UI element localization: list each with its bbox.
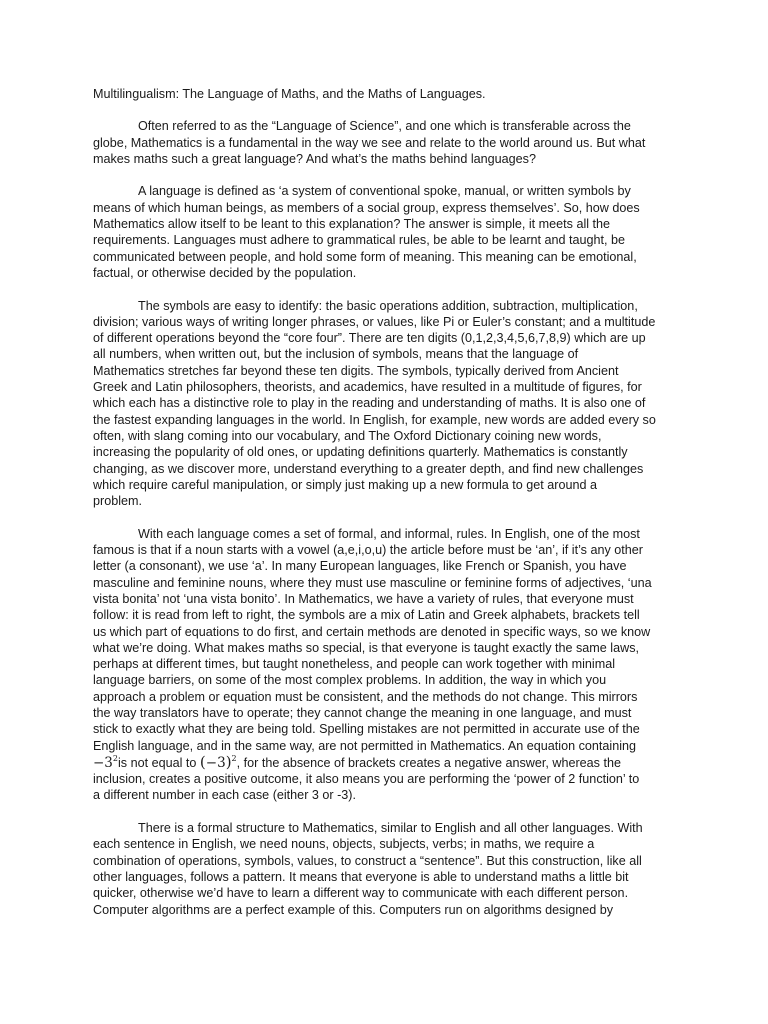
text-line: means of which human beings, as members of a social group, express themselves’. So, how does [93,200,640,215]
text-line: Mathematics stretches far beyond these ten digits. The symbols, typically derived from Ancient [93,363,619,378]
text-line: letter (a consonant), we use ‘a’. In many European languages, like French or Spanish, you have [93,559,627,574]
math-expression-bracketed-power: $(-3)^2$ [199,752,237,771]
text-line: A language is defined as ‘a system of conventional spoke, manual, or written symbols by [138,184,631,199]
text-line: vista bonita’ not ‘una vista bonito’. In Mathematics, we have a variety of rules, that everyone must [93,591,634,606]
text-line: a different number in each case (either 3 or -3). [93,788,356,803]
text-line: perhaps at different times, but taught nonetheless, and people can work together with minimal [93,657,616,672]
math-expression-negative-power: $-3^2$ [93,753,118,771]
text-line: us which part of equations to do first, and certain methods are denoted in specific ways, so we know [93,624,651,639]
math-text-line: $-3^2is$ not equal to $(-3)^2$, for the absence of brackets creates a negative answer, whereas the [93,752,621,771]
text-line: the way translators have to operate; they cannot change the meaning in one language, and must [93,705,632,720]
text-line: There is a formal structure to Mathematics, similar to English and all other languages. With [138,821,643,836]
text-line: which require careful manipulation, or simply just making up a new formula to get around a [93,477,598,492]
text-line: The symbols are easy to identify: the basic operations addition, subtraction, multiplication, [138,298,638,313]
paragraph-symbols [93,298,673,510]
text-line: With each language comes a set of formal, and informal, rules. In English, one of the most [138,526,640,541]
text-line: which each has a distinctive role to play in the reading and understanding of maths. It is also one of [93,396,646,411]
text-line: the fastest expanding languages in the world. In English, for example, new words are added every so [93,412,656,427]
text-line: division; various ways of writing longer phrases, or values, like Pi or Euler’s constant; and a multitude [93,314,656,329]
text-line: requirements. Languages must adhere to grammatical rules, be able to be learnt and taught, be [93,233,626,248]
text-line: of different operations beyond the “core four”. There are ten digits (0,1,2,3,4,5,6,7,8,9) which are up [93,331,646,346]
document-page [93,86,673,934]
text-line: often, with slang coming into our vocabulary, and The Oxford Dictionary coining new words, [93,428,602,443]
text-line: inclusion, creates a positive outcome, it also means you are performing the ‘power of 2 function’ to [93,772,640,787]
text-line: factual, or otherwise decided by the population. [93,265,357,280]
text-line: Often referred to as the “Language of Science”, and one which is transferable across the [138,119,631,134]
text-line: Mathematics allow itself to be leant to this explanation? The answer is simple, it meets all the [93,217,611,232]
text-line: combination of operations, symbols, values, to construct a “sentence”. But this construction, like all [93,853,642,868]
text-line: makes maths such a great language? And what’s the maths behind languages? [93,151,536,166]
text-line: problem. [93,494,142,509]
text-line: famous is that if a noun starts with a vowel (a,e,i,o,u) the article before must be ‘an’, if it’s any other [93,543,643,558]
text-line: follow: it is read from left to right, the symbols are a mix of Latin and Greek alphabets, brackets tell [93,608,640,623]
paragraph-definition [93,183,673,281]
text-line: quicker, otherwise we’d have to learn a different way to communicate with each different person. [93,886,629,901]
text-line: changing, as we discover more, understand everything to a greater depth, and find new challenges [93,461,644,476]
text-line: masculine and feminine nouns, where they must use masculine or feminine forms of adjectives, ‘una [93,575,652,590]
text-line: increasing the popularity of old ones, or updating definitions quarterly. Mathematics is constantly [93,445,628,460]
document-title: Multilingualism: The Language of Maths, and the Maths of Languages. [93,87,486,101]
text-line: approach a problem or equation must be consistent, and the methods do not change. This mirrors [93,689,638,704]
text-line: globe, Mathematics is a fundamental in the way we see and relate to the world around us. But what [93,135,646,150]
text-line: each sentence in English, we need nouns, objects, subjects, verbs; in maths, we require a [93,837,595,852]
text-line: other languages, follows a pattern. It means that everyone is able to understand maths a little bit [93,869,629,884]
paragraph-intro [93,118,673,167]
paragraph-structure [93,820,673,918]
text-line: all numbers, when written out, but the inclusion of symbols, means that the language of [93,347,579,362]
text-line: Greek and Latin philosophers, theorists, and academics, have resulted in a multitude of figures, for [93,380,642,395]
text-line: stick to exactly what they are being told. Spelling mistakes are not permitted in accurate use of the [93,722,640,737]
paragraph-rules [93,526,673,804]
text-line: communicated between people, and hold some form of meaning. This meaning can be emotional, [93,249,637,264]
text-line: English language, and in the same way, are not permitted in Mathematics. An equation containing [93,738,637,753]
text-line: language barriers, on some of the most complex problems. In addition, the way in which you [93,673,607,688]
text-line: what we’re doing. What makes maths so special, is that everyone is taught exactly the same laws, [93,640,639,655]
text-line: Computer algorithms are a perfect example of this. Computers run on algorithms designed by [93,902,614,917]
